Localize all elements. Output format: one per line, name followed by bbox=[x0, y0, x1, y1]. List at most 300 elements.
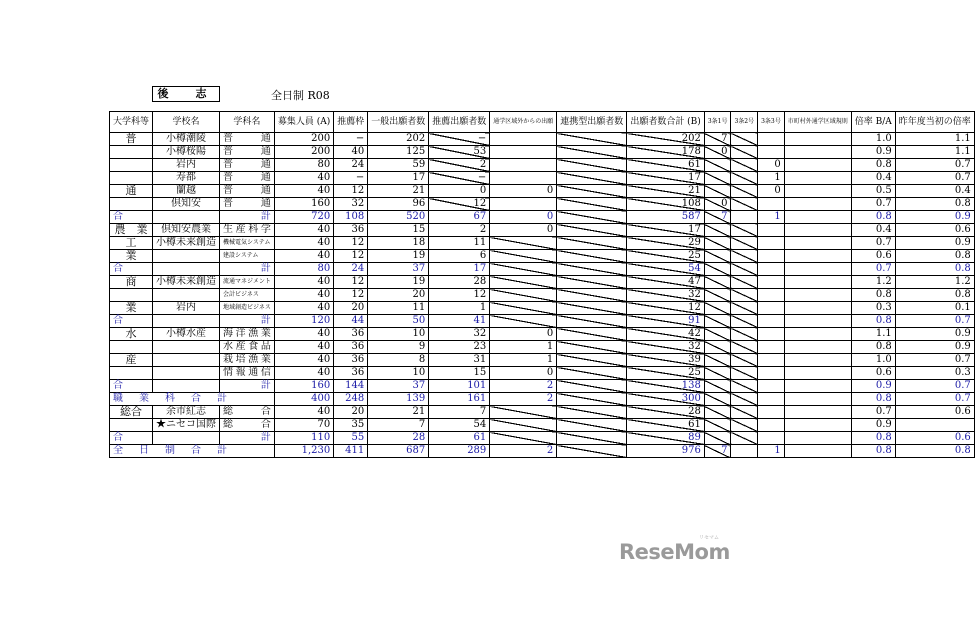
value-cell: 0.6 bbox=[895, 406, 974, 419]
value-cell: 9 bbox=[368, 341, 429, 354]
subtotal-label: 合 bbox=[110, 432, 153, 445]
subtotal-label bbox=[153, 211, 220, 224]
school-name: 岩内 bbox=[153, 302, 220, 315]
value-cell bbox=[784, 172, 851, 185]
value-cell: 1.1 bbox=[895, 133, 974, 146]
school-name bbox=[153, 367, 220, 380]
subtotal-label: 計 bbox=[220, 263, 275, 276]
value-cell: 125 bbox=[368, 146, 429, 159]
value-cell: 40 bbox=[274, 289, 333, 302]
value-cell: 15 bbox=[429, 367, 490, 380]
dept-name: 地域創造ビジネス bbox=[220, 302, 275, 315]
table-row bbox=[110, 159, 975, 172]
column-header: 推薦枠 bbox=[334, 112, 368, 133]
value-cell bbox=[731, 289, 758, 302]
table-row bbox=[110, 445, 975, 458]
value-cell bbox=[704, 276, 731, 289]
value-cell: 976 bbox=[627, 445, 705, 458]
school-name: 岩内 bbox=[153, 159, 220, 172]
value-cell bbox=[758, 250, 785, 263]
value-cell: 40 bbox=[274, 172, 333, 185]
column-header: 出願者数合計 (B) bbox=[627, 112, 705, 133]
value-cell bbox=[758, 380, 785, 393]
value-cell: 0.8 bbox=[851, 393, 895, 406]
value-cell: 144 bbox=[334, 380, 368, 393]
value-cell: 96 bbox=[368, 198, 429, 211]
value-cell: 10 bbox=[368, 328, 429, 341]
value-cell: 7 bbox=[368, 419, 429, 432]
value-cell: 12 bbox=[429, 289, 490, 302]
value-cell: 0 bbox=[429, 185, 490, 198]
value-cell: 6 bbox=[429, 250, 490, 263]
dept-name: 栽培漁業 bbox=[220, 354, 275, 367]
value-cell: 1 bbox=[490, 341, 557, 354]
value-cell: 12 bbox=[334, 250, 368, 263]
value-cell: 0.9 bbox=[851, 380, 895, 393]
value-cell: 0 bbox=[704, 198, 731, 211]
value-cell bbox=[895, 419, 974, 432]
value-cell bbox=[490, 133, 557, 146]
value-cell bbox=[557, 289, 627, 302]
value-cell bbox=[731, 432, 758, 445]
value-cell bbox=[784, 237, 851, 250]
category-cell bbox=[110, 146, 153, 159]
value-cell: 80 bbox=[274, 159, 333, 172]
value-cell bbox=[731, 276, 758, 289]
category-cell bbox=[110, 419, 153, 432]
value-cell: 37 bbox=[368, 263, 429, 276]
value-cell: 53 bbox=[429, 146, 490, 159]
value-cell bbox=[731, 419, 758, 432]
value-cell: 0.3 bbox=[895, 367, 974, 380]
value-cell bbox=[731, 198, 758, 211]
value-cell: 1.0 bbox=[851, 354, 895, 367]
value-cell bbox=[557, 341, 627, 354]
category-cell: 業 bbox=[110, 250, 153, 263]
column-header: 昨年度当初の倍率 bbox=[895, 112, 974, 133]
value-cell: 19 bbox=[368, 276, 429, 289]
value-cell bbox=[731, 302, 758, 315]
value-cell: 28 bbox=[368, 432, 429, 445]
table-row bbox=[110, 289, 975, 302]
value-cell: 1 bbox=[429, 302, 490, 315]
value-cell bbox=[731, 172, 758, 185]
value-cell bbox=[704, 289, 731, 302]
value-cell bbox=[704, 302, 731, 315]
value-cell bbox=[557, 224, 627, 237]
value-cell bbox=[784, 198, 851, 211]
value-cell: 40 bbox=[274, 341, 333, 354]
table-row bbox=[110, 224, 975, 237]
value-cell: 40 bbox=[274, 302, 333, 315]
school-name: 小樽潮陵 bbox=[153, 133, 220, 146]
total-label: 全 日 制 合 計 bbox=[110, 445, 275, 458]
dept-name: 建設システム bbox=[220, 250, 275, 263]
value-cell bbox=[490, 419, 557, 432]
value-cell bbox=[490, 432, 557, 445]
value-cell: 21 bbox=[627, 185, 705, 198]
value-cell: 0.7 bbox=[895, 159, 974, 172]
subtotal-label bbox=[153, 380, 220, 393]
column-header: 推薦出願者数 bbox=[429, 112, 490, 133]
value-cell bbox=[704, 315, 731, 328]
value-cell: 20 bbox=[334, 302, 368, 315]
value-cell: 587 bbox=[627, 211, 705, 224]
value-cell: 0.3 bbox=[851, 302, 895, 315]
value-cell: 178 bbox=[627, 146, 705, 159]
table-row bbox=[110, 198, 975, 211]
value-cell: 2 bbox=[490, 393, 557, 406]
value-cell bbox=[490, 289, 557, 302]
table-row bbox=[110, 406, 975, 419]
value-cell bbox=[731, 354, 758, 367]
school-name: 倶知安 bbox=[153, 198, 220, 211]
value-cell: 0.7 bbox=[851, 237, 895, 250]
value-cell: 0.9 bbox=[895, 237, 974, 250]
value-cell: 36 bbox=[334, 354, 368, 367]
value-cell: 0.8 bbox=[895, 289, 974, 302]
value-cell bbox=[557, 237, 627, 250]
table-row bbox=[110, 237, 975, 250]
category-cell: 総合 bbox=[110, 406, 153, 419]
school-name: 小樽水産 bbox=[153, 328, 220, 341]
value-cell bbox=[557, 432, 627, 445]
value-cell: 0.7 bbox=[895, 354, 974, 367]
table-row bbox=[110, 367, 975, 380]
value-cell bbox=[784, 315, 851, 328]
value-cell: 0.9 bbox=[895, 341, 974, 354]
value-cell bbox=[557, 354, 627, 367]
dept-name: 生産科学 bbox=[220, 224, 275, 237]
value-cell bbox=[490, 263, 557, 276]
value-cell bbox=[731, 445, 758, 458]
value-cell: 61 bbox=[429, 432, 490, 445]
value-cell bbox=[557, 146, 627, 159]
value-cell bbox=[490, 159, 557, 172]
value-cell bbox=[784, 289, 851, 302]
value-cell bbox=[704, 341, 731, 354]
value-cell: 37 bbox=[368, 380, 429, 393]
value-cell bbox=[784, 224, 851, 237]
column-header: 募集人員 (A) bbox=[274, 112, 333, 133]
subtotal-label: 計 bbox=[220, 432, 275, 445]
value-cell: 40 bbox=[274, 276, 333, 289]
table-row bbox=[110, 380, 975, 393]
value-cell bbox=[704, 367, 731, 380]
value-cell: 25 bbox=[627, 250, 705, 263]
value-cell: 2 bbox=[490, 445, 557, 458]
value-cell: 1 bbox=[758, 445, 785, 458]
value-cell: 36 bbox=[334, 341, 368, 354]
value-cell: 89 bbox=[627, 432, 705, 445]
value-cell: 0.8 bbox=[851, 211, 895, 224]
value-cell: 0.4 bbox=[851, 224, 895, 237]
value-cell bbox=[557, 315, 627, 328]
value-cell: 50 bbox=[368, 315, 429, 328]
value-cell: 61 bbox=[627, 419, 705, 432]
table-row bbox=[110, 211, 975, 224]
value-cell: 2 bbox=[429, 159, 490, 172]
value-cell bbox=[784, 263, 851, 276]
value-cell: 24 bbox=[334, 159, 368, 172]
table-row bbox=[110, 419, 975, 432]
value-cell: 1,230 bbox=[274, 445, 333, 458]
value-cell bbox=[557, 159, 627, 172]
category-cell: 業 bbox=[110, 302, 153, 315]
value-cell: 54 bbox=[429, 419, 490, 432]
value-cell: 0 bbox=[490, 211, 557, 224]
value-cell: 17 bbox=[429, 263, 490, 276]
value-cell: 202 bbox=[368, 133, 429, 146]
value-cell: 17 bbox=[368, 172, 429, 185]
value-cell bbox=[758, 367, 785, 380]
value-cell bbox=[704, 237, 731, 250]
value-cell: 41 bbox=[429, 315, 490, 328]
value-cell: 161 bbox=[429, 393, 490, 406]
value-cell bbox=[704, 224, 731, 237]
dept-name: 普 通 bbox=[220, 172, 275, 185]
value-cell: 300 bbox=[627, 393, 705, 406]
value-cell bbox=[557, 367, 627, 380]
value-cell: 0 bbox=[490, 185, 557, 198]
value-cell bbox=[557, 445, 627, 458]
dept-name: 機械電気システム bbox=[220, 237, 275, 250]
value-cell: 36 bbox=[334, 367, 368, 380]
value-cell bbox=[704, 419, 731, 432]
value-cell: 20 bbox=[334, 406, 368, 419]
value-cell: 0.4 bbox=[895, 185, 974, 198]
resemom-logo-ruby: リセマム bbox=[699, 535, 719, 541]
value-cell: 32 bbox=[334, 198, 368, 211]
value-cell: 411 bbox=[334, 445, 368, 458]
category-cell bbox=[110, 367, 153, 380]
table-row bbox=[110, 302, 975, 315]
value-cell bbox=[758, 393, 785, 406]
value-cell bbox=[758, 354, 785, 367]
value-cell: 0.8 bbox=[895, 198, 974, 211]
dept-name: 会計ビジネス bbox=[220, 289, 275, 302]
value-cell: 110 bbox=[274, 432, 333, 445]
table-row bbox=[110, 315, 975, 328]
value-cell: 0.7 bbox=[895, 393, 974, 406]
school-name bbox=[153, 250, 220, 263]
value-cell: 12 bbox=[334, 276, 368, 289]
value-cell bbox=[758, 237, 785, 250]
value-cell: 39 bbox=[627, 354, 705, 367]
value-cell bbox=[731, 380, 758, 393]
value-cell bbox=[490, 406, 557, 419]
dept-name: 総 合 bbox=[220, 419, 275, 432]
value-cell: 40 bbox=[274, 354, 333, 367]
category-cell: 通 bbox=[110, 185, 153, 198]
value-cell: 32 bbox=[627, 289, 705, 302]
value-cell bbox=[731, 250, 758, 263]
value-cell: 120 bbox=[274, 315, 333, 328]
value-cell: 0.7 bbox=[851, 198, 895, 211]
value-cell bbox=[557, 393, 627, 406]
table-row bbox=[110, 185, 975, 198]
school-name: 小樽未来創造 bbox=[153, 276, 220, 289]
value-cell: 1 bbox=[758, 211, 785, 224]
admissions-table bbox=[109, 111, 975, 458]
category-cell bbox=[110, 159, 153, 172]
value-cell bbox=[731, 211, 758, 224]
value-cell bbox=[784, 406, 851, 419]
value-cell: 520 bbox=[368, 211, 429, 224]
value-cell: 8 bbox=[368, 354, 429, 367]
value-cell bbox=[557, 263, 627, 276]
sub-title: 全日制 R08 bbox=[271, 89, 330, 102]
value-cell: 15 bbox=[368, 224, 429, 237]
value-cell bbox=[704, 328, 731, 341]
value-cell bbox=[758, 276, 785, 289]
value-cell bbox=[557, 250, 627, 263]
table-row bbox=[110, 276, 975, 289]
value-cell bbox=[731, 237, 758, 250]
value-cell: 248 bbox=[334, 393, 368, 406]
value-cell: 0.1 bbox=[895, 302, 974, 315]
value-cell bbox=[758, 302, 785, 315]
value-cell: 12 bbox=[627, 302, 705, 315]
value-cell: 1.0 bbox=[851, 133, 895, 146]
value-cell: 7 bbox=[704, 211, 731, 224]
value-cell: 1.1 bbox=[895, 146, 974, 159]
value-cell: 10 bbox=[368, 367, 429, 380]
value-cell bbox=[758, 315, 785, 328]
value-cell: 0.8 bbox=[895, 445, 974, 458]
value-cell bbox=[731, 133, 758, 146]
value-cell bbox=[758, 146, 785, 159]
subtotal-label: 計 bbox=[220, 380, 275, 393]
value-cell: 17 bbox=[627, 224, 705, 237]
value-cell: 0.8 bbox=[895, 250, 974, 263]
subtotal-label: 計 bbox=[220, 211, 275, 224]
value-cell bbox=[758, 263, 785, 276]
value-cell: 0.8 bbox=[851, 432, 895, 445]
value-cell: 28 bbox=[627, 406, 705, 419]
value-cell: 0 bbox=[758, 185, 785, 198]
value-cell bbox=[557, 406, 627, 419]
value-cell bbox=[490, 276, 557, 289]
value-cell bbox=[758, 198, 785, 211]
dept-name: 普 通 bbox=[220, 133, 275, 146]
column-header: 大学科等 bbox=[110, 112, 153, 133]
value-cell: 67 bbox=[429, 211, 490, 224]
category-cell: 産 bbox=[110, 354, 153, 367]
category-cell bbox=[110, 172, 153, 185]
school-name: 倶知安農業 bbox=[153, 224, 220, 237]
subtotal-label: 合 bbox=[110, 263, 153, 276]
value-cell bbox=[784, 328, 851, 341]
value-cell: 47 bbox=[627, 276, 705, 289]
value-cell bbox=[784, 341, 851, 354]
value-cell bbox=[758, 224, 785, 237]
value-cell: 40 bbox=[274, 237, 333, 250]
value-cell: 11 bbox=[429, 237, 490, 250]
value-cell: 0.8 bbox=[851, 289, 895, 302]
category-cell: 工 bbox=[110, 237, 153, 250]
table-row bbox=[110, 250, 975, 263]
value-cell: 0.5 bbox=[851, 185, 895, 198]
value-cell: 1.2 bbox=[895, 276, 974, 289]
value-cell bbox=[557, 276, 627, 289]
column-header: 3条2号 bbox=[731, 112, 758, 133]
subtotal-label bbox=[153, 263, 220, 276]
value-cell bbox=[784, 250, 851, 263]
dept-name: 情報通信 bbox=[220, 367, 275, 380]
value-cell bbox=[784, 146, 851, 159]
value-cell: 32 bbox=[627, 341, 705, 354]
total-label: 職 業 科 合 計 bbox=[110, 393, 275, 406]
table-row bbox=[110, 263, 975, 276]
subtotal-label: 計 bbox=[220, 315, 275, 328]
school-name: ★ニセコ国際 bbox=[153, 419, 220, 432]
value-cell bbox=[784, 354, 851, 367]
value-cell: 40 bbox=[274, 224, 333, 237]
value-cell: 40 bbox=[334, 146, 368, 159]
dept-name: 海洋漁業 bbox=[220, 328, 275, 341]
value-cell: 31 bbox=[429, 354, 490, 367]
value-cell: 400 bbox=[274, 393, 333, 406]
column-header: 通学区域外からの出願 bbox=[490, 112, 557, 133]
value-cell: 0.8 bbox=[895, 263, 974, 276]
value-cell: 2 bbox=[429, 224, 490, 237]
value-cell: 35 bbox=[334, 419, 368, 432]
value-cell bbox=[731, 393, 758, 406]
value-cell bbox=[704, 263, 731, 276]
value-cell: 12 bbox=[334, 185, 368, 198]
value-cell: 32 bbox=[429, 328, 490, 341]
value-cell: 19 bbox=[368, 250, 429, 263]
table-row bbox=[110, 328, 975, 341]
value-cell: 0 bbox=[490, 328, 557, 341]
value-cell bbox=[557, 328, 627, 341]
value-cell: 2 bbox=[490, 380, 557, 393]
value-cell bbox=[704, 172, 731, 185]
value-cell: 44 bbox=[334, 315, 368, 328]
value-cell bbox=[490, 250, 557, 263]
value-cell bbox=[704, 380, 731, 393]
value-cell bbox=[758, 419, 785, 432]
value-cell bbox=[784, 419, 851, 432]
value-cell: 0.8 bbox=[851, 159, 895, 172]
column-header: 学科名 bbox=[220, 112, 275, 133]
value-cell: 61 bbox=[627, 159, 705, 172]
value-cell bbox=[557, 185, 627, 198]
table-row bbox=[110, 393, 975, 406]
value-cell: 0.9 bbox=[895, 328, 974, 341]
value-cell: 28 bbox=[429, 276, 490, 289]
subtotal-label bbox=[153, 315, 220, 328]
value-cell bbox=[784, 432, 851, 445]
value-cell: 1 bbox=[490, 354, 557, 367]
value-cell bbox=[731, 185, 758, 198]
value-cell bbox=[731, 224, 758, 237]
value-cell: 36 bbox=[334, 224, 368, 237]
table-row bbox=[110, 112, 975, 133]
value-cell: 1.2 bbox=[851, 276, 895, 289]
value-cell: 138 bbox=[627, 380, 705, 393]
value-cell bbox=[758, 341, 785, 354]
value-cell: 12 bbox=[334, 289, 368, 302]
school-name: 寿都 bbox=[153, 172, 220, 185]
column-header: 市町村外通学区域規則 bbox=[784, 112, 851, 133]
value-cell: 12 bbox=[429, 198, 490, 211]
value-cell: 40 bbox=[274, 367, 333, 380]
value-cell: 0.7 bbox=[895, 315, 974, 328]
value-cell bbox=[490, 237, 557, 250]
category-cell bbox=[110, 341, 153, 354]
